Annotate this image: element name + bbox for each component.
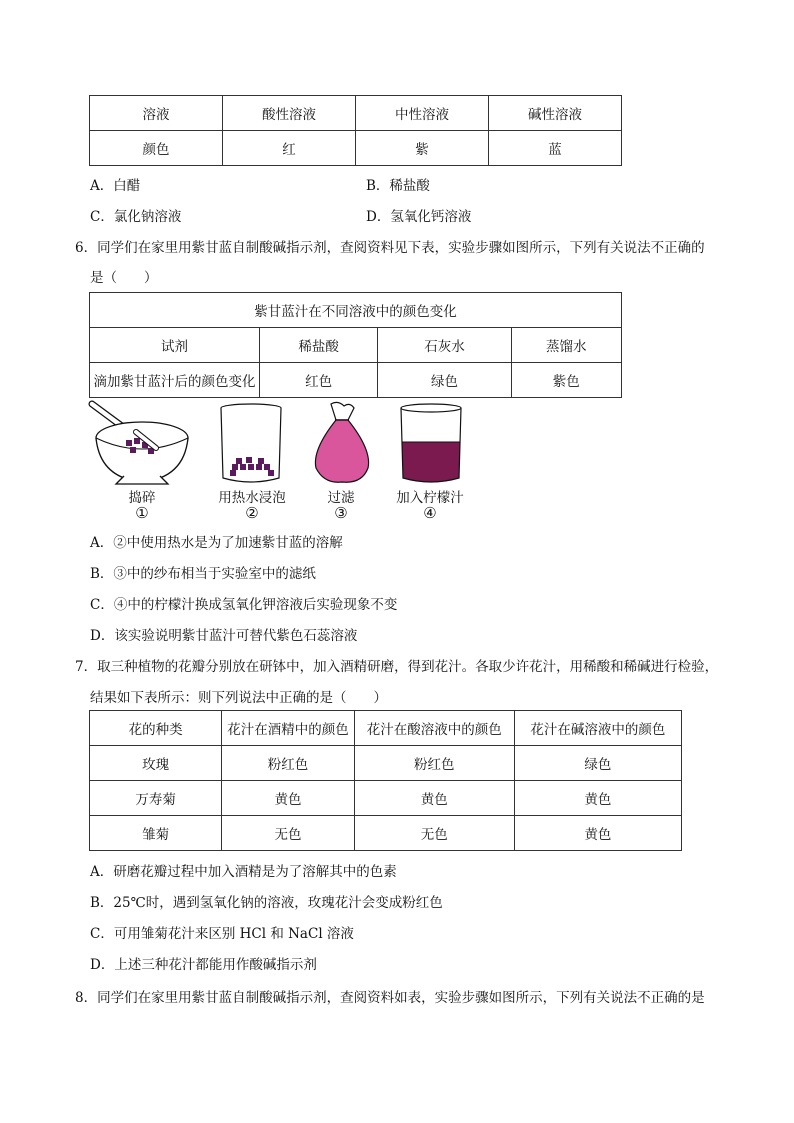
q7-stem-line1: 7．取三种植物的花瓣分别放在研钵中，加入酒精研磨，得到花汁。各取少许花汁，用稀酸和稀碱进行检验，: [75, 659, 719, 675]
step-label: 过滤: [327, 490, 355, 506]
table-cell: 红色: [260, 363, 378, 398]
q5-option-d[interactable]: D．氢氧化钙溶液: [366, 209, 472, 225]
table-cell: 蒸馏水: [511, 328, 621, 363]
q5-option-b[interactable]: B．稀盐酸: [366, 178, 430, 194]
q8-stem-line1: 8．同学们在家里用紫甘蓝自制酸碱指示剂，查阅资料如表，实验步骤如图所示，下列有关说法不正确的是: [75, 990, 705, 1006]
table-cell: 粉红色: [354, 746, 514, 781]
table-cell: 绿色: [378, 363, 511, 398]
step-number: ②: [245, 504, 259, 522]
step-number: ③: [334, 504, 348, 522]
table-cell: 花的种类: [90, 711, 222, 746]
q6-stem-line2: 是（ ）: [90, 270, 158, 286]
table-cell: 颜色: [90, 131, 223, 166]
q7-option-c[interactable]: C．可用雏菊花汁来区别 HCl 和 NaCl 溶液: [90, 926, 354, 942]
step-label: 用热水浸泡: [218, 490, 286, 506]
step-number: ①: [135, 504, 149, 522]
table-cell: 石灰水: [378, 328, 511, 363]
table-cell: 酸性溶液: [223, 96, 356, 131]
table-cell: 试剂: [90, 328, 260, 363]
table-cell: 黄色: [514, 781, 681, 816]
table-cell: 碱性溶液: [489, 96, 622, 131]
table-cell: 黄色: [222, 781, 354, 816]
table-cell: 紫: [356, 131, 489, 166]
q6-option-b[interactable]: B．③中的纱布相当于实验室中的滤纸: [90, 566, 316, 582]
q7-option-a[interactable]: A．研磨花瓣过程中加入酒精是为了溶解其中的色素: [90, 864, 397, 880]
table-cell: 粉红色: [222, 746, 354, 781]
q5-option-c[interactable]: C．氯化钠溶液: [90, 209, 182, 225]
table-cell: 无色: [222, 816, 354, 851]
table-cell: 紫色: [511, 363, 621, 398]
beaker-liquid-icon: [401, 404, 461, 482]
step-label: 捣碎: [128, 490, 156, 506]
table-cell: 黄色: [354, 781, 514, 816]
table-cell: 溶液: [90, 96, 223, 131]
q6-stem-line1: 6．同学们在家里用紫甘蓝自制酸碱指示剂，查阅资料见下表，实验步骤如图所示，下列有关说法不正确的: [75, 240, 705, 256]
q6-option-c[interactable]: C．④中的柠檬汁换成氢氧化钾溶液后实验现象不变: [90, 597, 398, 613]
table-cell: 无色: [354, 816, 514, 851]
mortar-icon: [92, 404, 188, 484]
cabbage-table: [89, 292, 622, 398]
experiment-steps-figure: [86, 398, 466, 490]
table-cell: 花汁在碱溶液中的颜色: [514, 711, 681, 746]
flower-table: [89, 710, 682, 851]
q6-option-d[interactable]: D．该实验说明紫甘蓝汁可替代紫色石蕊溶液: [90, 628, 358, 644]
color-table: [89, 95, 622, 166]
table-cell: 滴加紫甘蓝汁后的颜色变化: [90, 363, 260, 398]
table-cell: 中性溶液: [356, 96, 489, 131]
q7-option-b[interactable]: B．25℃时，遇到氢氧化钠的溶液，玫瑰花汁会变成粉红色: [90, 895, 443, 911]
q5-option-a[interactable]: A．白醋: [90, 178, 141, 194]
table-title: 紫甘蓝汁在不同溶液中的颜色变化: [90, 293, 622, 328]
q7-stem-line2: 结果如下表所示：则下列说法中正确的是（ ）: [90, 690, 387, 706]
table-cell: 稀盐酸: [260, 328, 378, 363]
table-cell: 黄色: [514, 816, 681, 851]
filter-bag-icon: [315, 402, 368, 482]
table-cell: 花汁在酸溶液中的颜色: [354, 711, 514, 746]
table-cell: 蓝: [489, 131, 622, 166]
step-number: ④: [423, 504, 437, 522]
step-label: 加入柠檬汁: [396, 490, 464, 506]
table-cell: 花汁在酒精中的颜色: [222, 711, 354, 746]
table-cell: 万寿菊: [90, 781, 222, 816]
table-cell: 雏菊: [90, 816, 222, 851]
table-cell: 红: [223, 131, 356, 166]
q7-option-d[interactable]: D．上述三种花汁都能用作酸碱指示剂: [90, 957, 317, 973]
table-cell: 绿色: [514, 746, 681, 781]
beaker-icon: [221, 404, 281, 482]
q6-option-a[interactable]: A．②中使用热水是为了加速紫甘蓝的溶解: [90, 535, 343, 551]
table-cell: 玫瑰: [90, 746, 222, 781]
